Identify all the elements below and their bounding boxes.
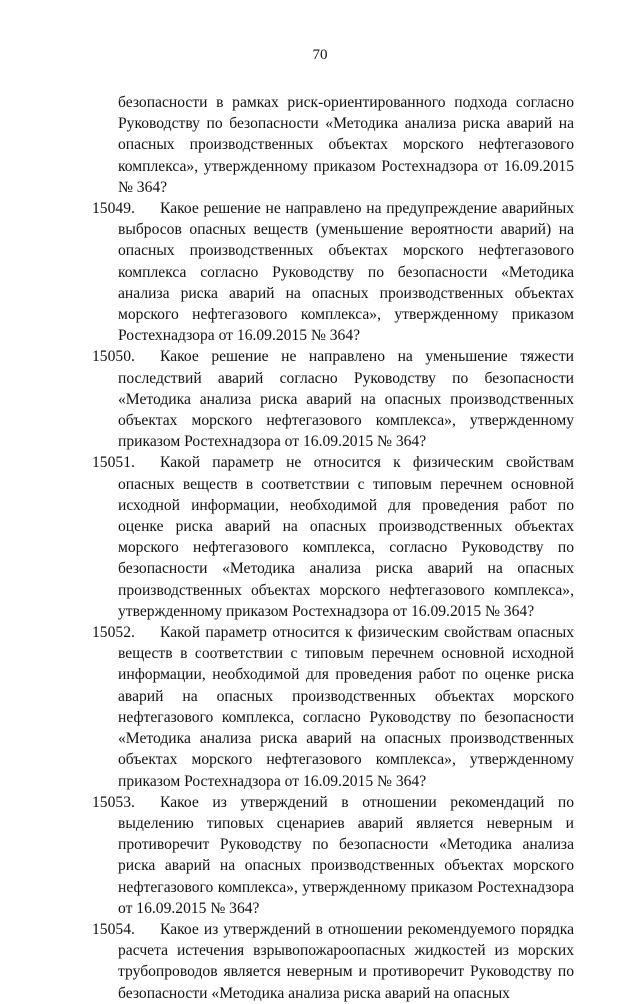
page-content: [92, 92, 574, 1004]
question-text: Какой параметр относится к физическим свойствам опасных веществ в соответствии с типовым перечнем основной исходной информации, необходимой для проведения работ по оценке риска аварий на опасных производственных объектах морского нефтегазового комплекса, согласно Руководству по безопасности «Методика анализа риска аварий на опасных производственных объектах морского нефтегазового комплекса», утвержденному приказом Ростехнадзора от 16.09.2015 № 364?: [118, 624, 574, 790]
question-number: 15050.: [92, 348, 135, 366]
question-text: Какое решение не направлено на предупреждение аварийных выбросов опасных веществ (уменьшение вероятности аварий) на опасных производственных объектах морского нефтегазового комплекса согласно Руководству по безопасности «Методика анализа риска аварий на опасных производственных объектах морского нефтегазового комплекса», утвержденному приказом Ростехнадзора от 16.09.2015 № 364?: [118, 200, 574, 345]
question-text: Какое решение не направлено на уменьшение тяжести последствий аварий согласно Руководству по безопасности «Методика анализа риска аварий на опасных производственных объектах морского нефтегазового комплекса», утвержденному приказом Ростехнадзора от 16.09.2015 № 364?: [118, 348, 574, 451]
question-15050: [92, 346, 574, 452]
question-number: 15051.: [92, 454, 135, 472]
question-text: Какой параметр не относится к физическим свойствам опасных веществ в соответствии с типовым перечнем основной исходной информации, необходимой для проведения работ по оценке риска аварий на опасных производственных объектах морского нефтегазового комплекса, согласно Руководству по безопасности «Методика анализа риска аварий на опасных производственных объектах морского нефтегазового комплекса», утвержденному приказом Ростехнадзора от 16.09.2015 № 364?: [118, 454, 574, 620]
question-15051: [92, 452, 574, 622]
continuation-paragraph: безопасности в рамках риск-ориентированного подхода согласно Руководству по безопасности «Методика анализа риска аварий на опасных производственных объектах морского нефтегазового комплекса», утвержденному приказом Ростехнадзора от 16.09.2015 № 364?: [118, 94, 574, 196]
question-number: 15054.: [92, 920, 135, 938]
question-text: Какое из утверждений в отношении рекомендуемого порядка расчета истечения взрывопожароопасных жидкостей из морских трубопроводов является неверным и противоречит Руководству по безопасности «Методика анализа риска аварий на опасных: [118, 920, 574, 1002]
question-number: 15052.: [92, 624, 135, 642]
page-number: 70: [312, 47, 328, 63]
question-15049: [92, 198, 574, 346]
question-number: 15049.: [92, 200, 135, 218]
question-15053: [92, 792, 574, 919]
question-15052: [92, 622, 574, 792]
question-15054: [92, 919, 574, 1004]
question-number: 15053.: [92, 793, 135, 811]
question-text: Какое из утверждений в отношении рекомендаций по выделению типовых сценариев аварий является неверным и противоречит Руководству по безопасности «Методика анализа риска аварий на опасных производственных объектах морского нефтегазового комплекса», утвержденному приказом Ростехнадзора от 16.09.2015 № 364?: [118, 793, 574, 917]
